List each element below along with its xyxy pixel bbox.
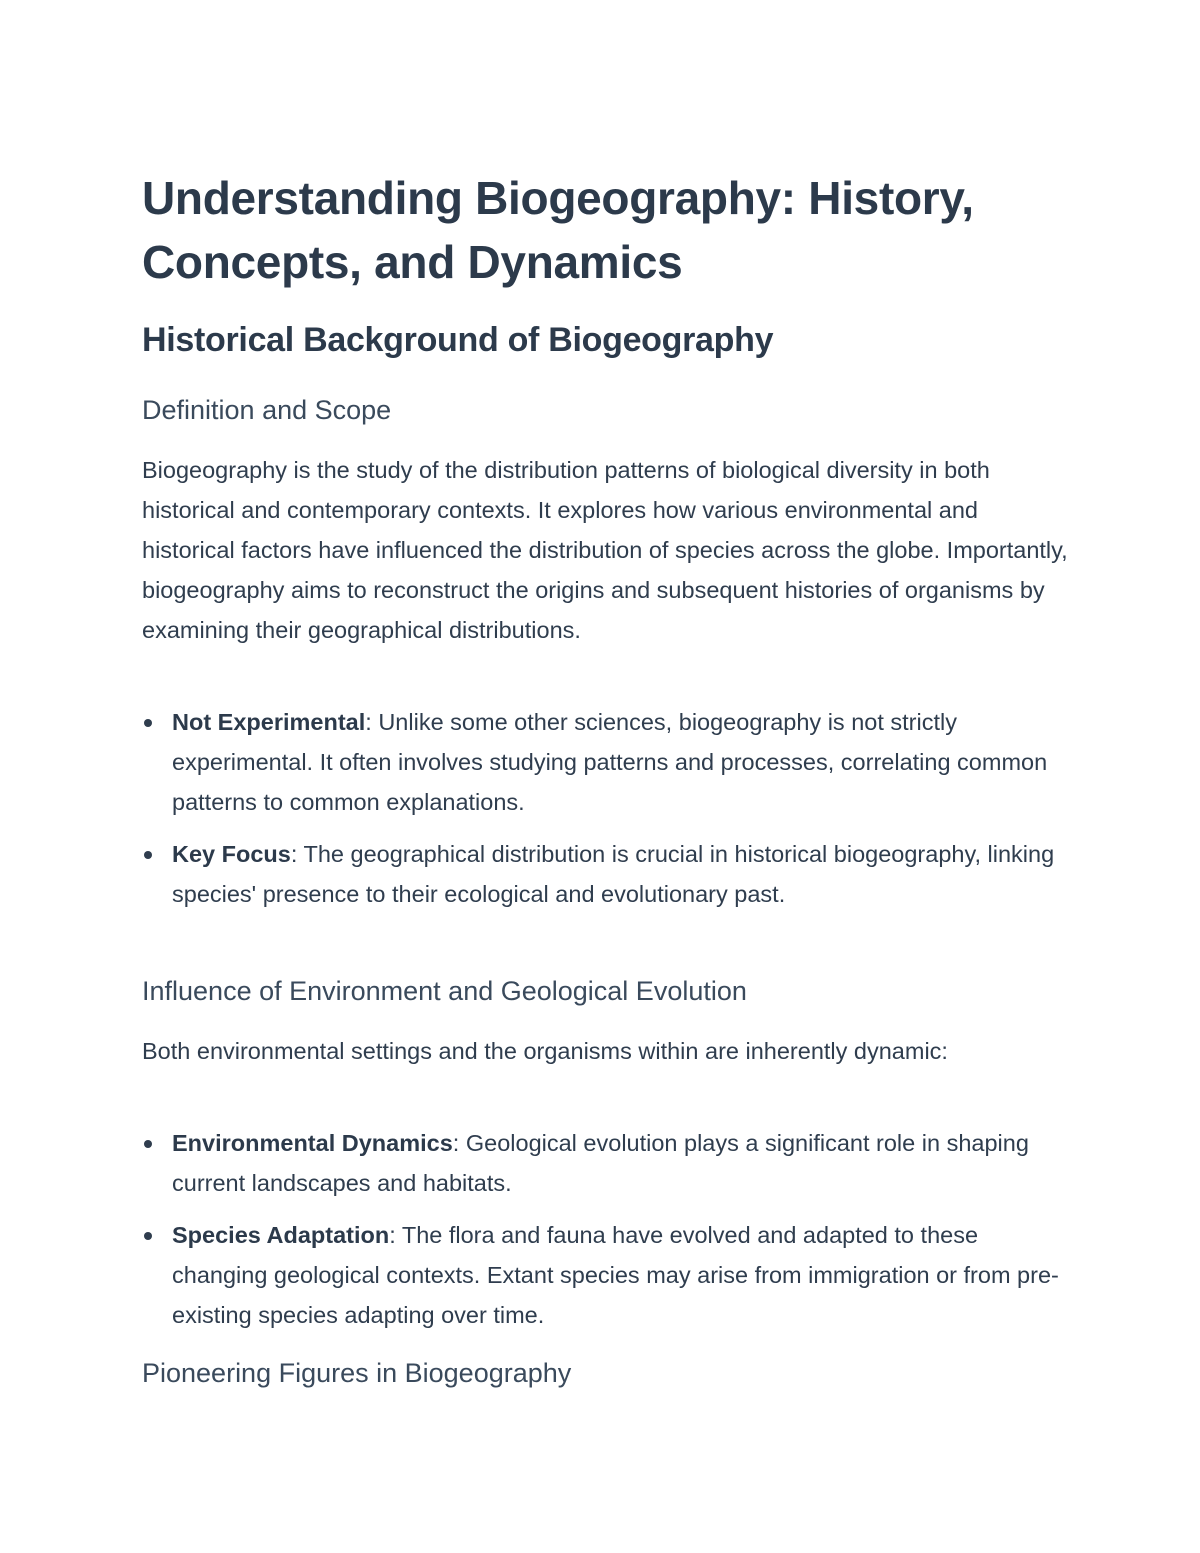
definition-paragraph: Biogeography is the study of the distribution patterns of biological diversity in both historical and contemporary contexts. It explores how various environmental and historical factors have influenced the distribution of species across the globe. Importantly, biogeography aims to reconstruct the origins and subsequent histories of organisms by examining their geographical distributions. xyxy=(142,457,1068,643)
bullet-icon xyxy=(144,851,152,859)
bullet-term: Species Adaptation xyxy=(172,1222,390,1248)
section-heading-historical-background: Historical Background of Biogeography xyxy=(142,321,774,359)
subheading-definition-and-scope: Definition and Scope xyxy=(142,395,392,425)
bullet-text: : Geological evolution plays a significant role in shaping current landscapes and habitats. xyxy=(172,1130,1029,1196)
definition-bullet-list xyxy=(142,702,1072,914)
bullet-term: Key Focus xyxy=(172,841,291,867)
list-item xyxy=(142,834,1072,914)
document-page xyxy=(142,166,1072,1388)
list-item xyxy=(142,1215,1072,1335)
list-item xyxy=(142,1123,1072,1203)
document-title: Understanding Biogeography: History, Concepts, and Dynamics xyxy=(142,172,974,288)
bullet-text: : The flora and fauna have evolved and adapted to these changing geological contexts. Extant species may arise from immigration or from pre-existing species adapting over time. xyxy=(172,1222,1059,1328)
bullet-text: : The geographical distribution is crucial in historical biogeography, linking species' presence to their ecological and evolutionary past. xyxy=(172,841,1055,907)
subheading-influence-of-environment: Influence of Environment and Geological Evolution xyxy=(142,976,747,1006)
influence-paragraph: Both environmental settings and the organisms within are inherently dynamic: xyxy=(142,1038,948,1064)
bullet-icon xyxy=(144,719,152,727)
bullet-term: Not Experimental xyxy=(172,709,366,735)
bullet-icon xyxy=(144,1232,152,1240)
bullet-text: : Unlike some other sciences, biogeography is not strictly experimental. It often involves studying patterns and processes, correlating common patterns to common explanations. xyxy=(172,709,1048,815)
bullet-icon xyxy=(144,1140,152,1148)
list-item xyxy=(142,702,1072,822)
bullet-term: Environmental Dynamics xyxy=(172,1130,453,1156)
influence-bullet-list xyxy=(142,1123,1072,1335)
subheading-pioneering-figures: Pioneering Figures in Biogeography xyxy=(142,1358,572,1388)
